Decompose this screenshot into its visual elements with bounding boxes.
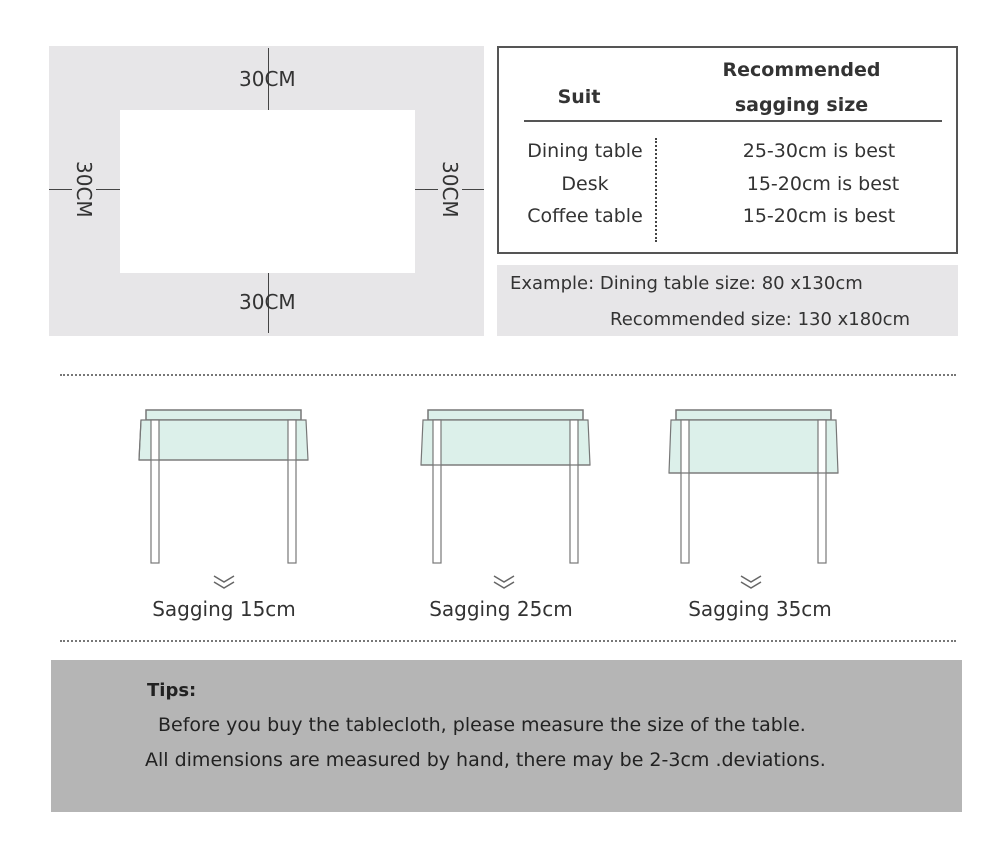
- dotted-separator-bottom: [60, 640, 956, 642]
- table-sag-25-illustration: [418, 405, 593, 565]
- example-line2: Recommended size: 130 x180cm: [610, 309, 911, 330]
- sagging-25-label: Sagging 25cm: [429, 597, 573, 621]
- sagging-15-label: Sagging 15cm: [152, 597, 296, 621]
- tips-box: [51, 660, 962, 812]
- row-size-dining: 25-30cm is best: [742, 140, 896, 162]
- tips-line2: All dimensions are measured by hand, there may be 2-3cm .deviations.: [145, 749, 826, 771]
- row-suit-desk: Desk: [561, 173, 609, 195]
- header-rule: [524, 120, 942, 122]
- bottom-dimension-label: 30CM: [239, 290, 296, 314]
- column-divider: [655, 138, 657, 242]
- chevron-down-icon: [492, 574, 516, 590]
- measurement-diagram: [49, 46, 484, 336]
- chevron-down-icon: [739, 574, 763, 590]
- row-suit-dining: Dining table: [527, 140, 643, 162]
- sagging-size-table: [497, 46, 958, 254]
- top-dimension-label: 30CM: [239, 67, 296, 91]
- left-dimension-label: 30CM: [72, 161, 96, 218]
- row-size-coffee: 15-20cm is best: [742, 205, 896, 227]
- tips-line1: Before you buy the tablecloth, please measure the size of the table.: [158, 714, 806, 736]
- right-dimension-label: 30CM: [438, 161, 462, 218]
- row-suit-coffee: Coffee table: [527, 205, 643, 227]
- header-suit: Suit: [557, 86, 601, 108]
- table-sag-15-illustration: [136, 405, 311, 565]
- dotted-separator-top: [60, 374, 956, 376]
- tips-title: Tips:: [147, 680, 197, 701]
- tablecloth-area: [120, 110, 415, 273]
- example-box: [497, 265, 958, 336]
- chevron-down-icon: [212, 574, 236, 590]
- sagging-35-label: Sagging 35cm: [688, 597, 832, 621]
- header-recommended-line2: sagging size: [734, 94, 869, 116]
- row-size-desk: 15-20cm is best: [746, 173, 900, 195]
- table-sag-35-illustration: [666, 405, 841, 565]
- header-recommended-line1: Recommended: [722, 59, 881, 81]
- example-line1: Example: Dining table size: 80 x130cm: [510, 273, 863, 294]
